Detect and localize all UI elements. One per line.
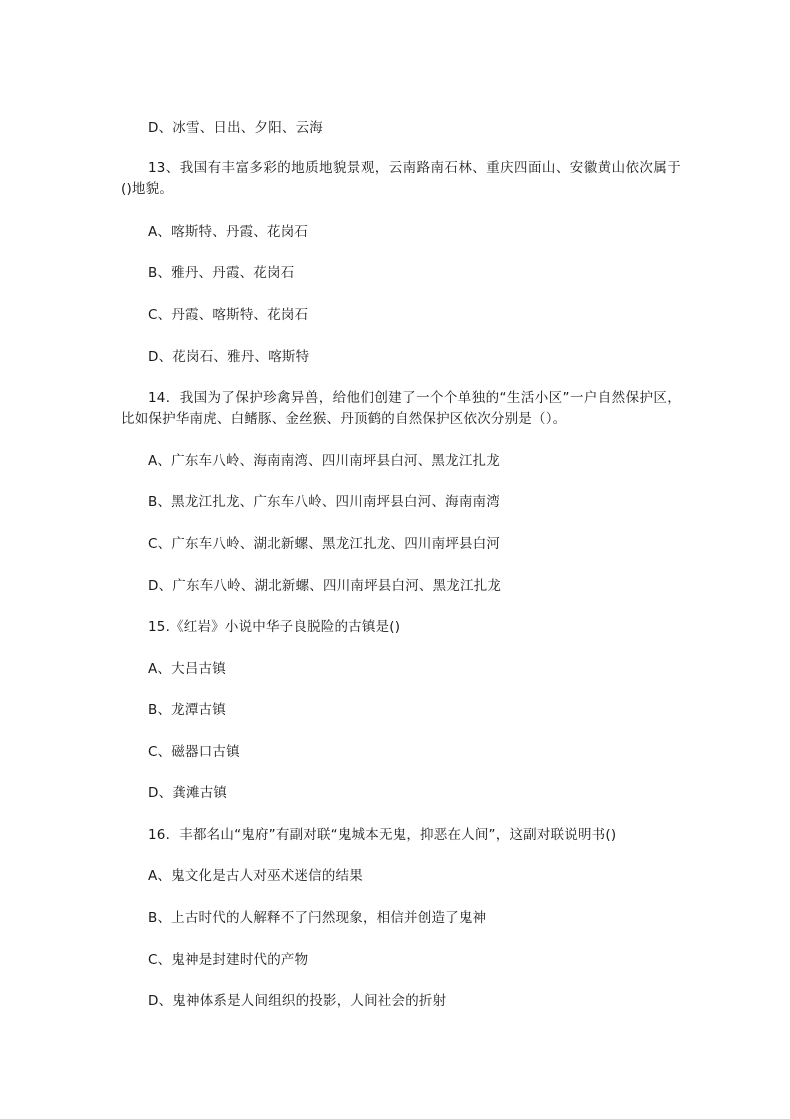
option-d-q13: D、花岗石、雅丹、喀斯特 [148,349,310,365]
question-15: 15.《红岩》小说中华子良脱险的古镇是() [148,619,401,635]
option-c-q13: C、丹霞、喀斯特、花岗石 [148,307,309,323]
question-13: 13、我国有丰富多彩的地质地貌景观，云南路南石林、重庆四面山、安徽黄山依次属于()地貌。 [121,160,681,197]
option-c-q16: C、鬼神是封建时代的产物 [148,952,309,968]
option-c-q15: C、磁器口古镇 [148,744,240,760]
option-a-q15: A、大吕古镇 [148,661,226,677]
question-14: 14．我国为了保护珍禽异兽，给他们创建了一个个单独的“生活小区”一户自然保护区，比如保护华南虎、白鳍豚、金丝猴、丹顶鹤的自然保护区依次分别是（）。 [121,390,681,427]
option-b-q13: B、雅丹、丹霞、花岗石 [148,265,295,281]
option-b-q15: B、龙潭古镇 [148,702,226,718]
option-a-q16: A、鬼文化是古人对巫术迷信的结果 [148,868,363,884]
option-a-q13: A、喀斯特、丹霞、花岗石 [148,224,309,240]
question-16: 16．丰都名山“鬼府”有副对联“鬼城本无鬼，抑恶在人间”，这副对联说明书() [148,827,617,843]
option-d-q14: D、广东车八岭、湖北新螺、四川南坪县白河、黑龙江扎龙 [148,578,502,594]
option-d-q15: D、龚滩古镇 [148,785,228,801]
option-a-q14: A、广东车八岭、海南南湾、四川南坪县白河、黑龙江扎龙 [148,453,500,469]
option-b-q14: B、黑龙江扎龙、广东车八岭、四川南坪县白河、海南南湾 [148,494,500,510]
option-d-q12: D、冰雪、日出、夕阳、云海 [148,120,323,136]
option-d-q16: D、鬼神体系是人间组织的投影，人间社会的折射 [148,993,447,1009]
option-c-q14: C、广东车八岭、湖北新螺、黑龙江扎龙、四川南坪县白河 [148,536,501,552]
option-b-q16: B、上古时代的人解释不了闩然现象，相信并创造了鬼神 [148,910,487,926]
